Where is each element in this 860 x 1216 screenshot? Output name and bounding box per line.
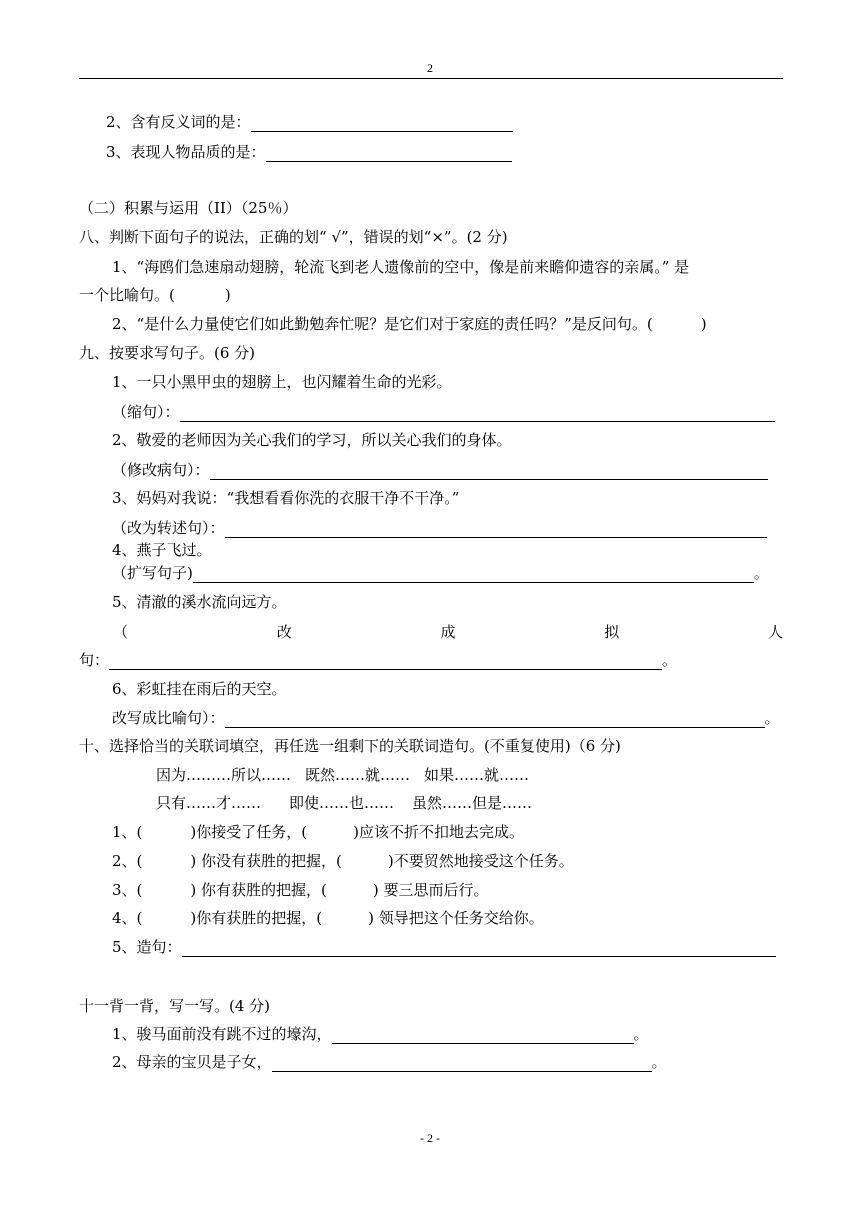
q10-options-row-2 [156, 793, 532, 813]
page-number-header: 2 [427, 61, 433, 75]
conjunction-option: 因为………所以…… [156, 766, 292, 784]
item-number: 1、( [112, 823, 143, 841]
answer-blank[interactable] [225, 522, 767, 538]
q9-s3: 3、妈妈对我说：“我想看看你洗的衣服干净不干净。” [112, 489, 460, 507]
conjunction-option: 既然……就…… [305, 766, 411, 784]
q9-s3-answer [112, 518, 767, 538]
answer-blank[interactable] [210, 464, 768, 480]
q10-title: 十、选择恰当的关联词填空，再任选一组剩下的关联词造句。(不重复使用)（6 分) [79, 737, 621, 755]
item-text: ) 你没有获胜的把握，( [190, 852, 342, 870]
q10-item-3 [112, 880, 489, 900]
answer-blank[interactable] [332, 1028, 634, 1044]
s5-char: 拟 [604, 623, 620, 641]
section-2-title: （二）积累与运用（II）（25％） [79, 199, 298, 217]
q9-s3-label: （改为转述句）： [112, 519, 225, 537]
period: 。 [633, 1025, 649, 1043]
q10-item-5 [112, 937, 776, 957]
item-text: 2、母亲的宝贝是子女， [112, 1053, 272, 1071]
q8-item1-line2 [79, 285, 231, 305]
top-item-2-text: 2、含有反义词的是： [106, 113, 251, 131]
item-text: )你有获胜的把握，( [190, 909, 323, 927]
page-number-footer: - 2 - [420, 1131, 440, 1145]
q11-item-1 [112, 1024, 649, 1044]
q9-s1-answer [112, 402, 775, 422]
q9-s4-label: （扩写句子) [112, 564, 193, 582]
q9-s4-answer [112, 563, 769, 583]
item-text: 1、骏马面前没有跳不过的壕沟， [112, 1025, 332, 1043]
q8-item1-text: 一个比喻句。( [79, 286, 175, 304]
q9-title: 九、按要求写句子。(6 分) [79, 344, 256, 362]
q9-s2-label: （修改病句）： [112, 461, 210, 479]
q10-options-row-1 [156, 765, 529, 785]
item-number: 2、( [112, 852, 143, 870]
q10-item-1 [112, 822, 524, 842]
top-item-3-text: 3、表现人物品质的是： [106, 143, 266, 161]
answer-blank[interactable] [180, 406, 775, 422]
q10-item-2 [112, 851, 574, 871]
paren-close: ) [700, 315, 707, 333]
q9-s6-label: 改写成比喻句）： [112, 709, 225, 727]
s5-char: 成 [440, 623, 456, 641]
answer-blank[interactable] [225, 712, 765, 728]
conjunction-option: 如果……就…… [424, 766, 530, 784]
conjunction-option: 虽然……但是…… [412, 794, 533, 812]
item-number: 3、( [112, 881, 143, 899]
period: 。 [753, 564, 769, 582]
period: 。 [651, 1053, 667, 1071]
period: 。 [662, 651, 678, 669]
s5-char: 改 [276, 623, 292, 641]
top-item-3 [106, 142, 512, 162]
answer-blank[interactable] [266, 146, 512, 162]
q9-s1-label: （缩句）： [112, 403, 180, 421]
q9-s6: 6、彩虹挂在雨后的天空。 [112, 680, 287, 698]
q8-item2 [112, 314, 707, 334]
answer-blank[interactable] [109, 654, 662, 670]
q11-item-2 [112, 1052, 667, 1072]
q10-item-4 [112, 908, 544, 928]
item-text: ) 你有获胜的把握，( [190, 881, 327, 899]
item-text: ) 要三思而后行。 [372, 881, 489, 899]
answer-blank[interactable] [182, 941, 776, 957]
q9-s5-label-line [113, 622, 783, 642]
conjunction-option: 即使……也…… [289, 794, 395, 812]
s5-char: （ [113, 623, 129, 641]
q9-s5-answer [79, 650, 677, 670]
q9-s1: 1、一只小黑甲虫的翅膀上，也闪耀着生命的光彩。 [112, 373, 452, 391]
q11-title: 十一背一背，写一写。(4 分) [79, 997, 271, 1015]
period: 。 [764, 709, 780, 727]
top-item-2 [106, 112, 513, 132]
q8-title: 八、判断下面句子的说法，正确的划“ √”，错误的划“×”。(2 分) [79, 228, 508, 246]
q9-s5-label2: 句： [79, 651, 110, 669]
s5-char: 人 [767, 623, 783, 641]
item-label: 5、造句： [112, 938, 182, 956]
paren-close: ) [224, 286, 231, 304]
item-text: )你接受了任务，( [190, 823, 308, 841]
answer-blank[interactable] [272, 1056, 652, 1072]
q9-s6-answer [112, 708, 780, 728]
header-rule [79, 78, 783, 79]
q9-s2: 2、敬爱的老师因为关心我们的学习，所以关心我们的身体。 [112, 431, 512, 449]
answer-blank[interactable] [251, 116, 513, 132]
item-text: )不要贸然地接受这个任务。 [387, 852, 574, 870]
q9-s4: 4、燕子飞过。 [112, 541, 212, 559]
item-text: )应该不折不扣地去完成。 [353, 823, 524, 841]
q8-item1-line1: 1、“海鸥们急速扇动翅膀，轮流飞到老人遗像前的空中，像是前来瞻仰遗容的亲属。” 是 [112, 258, 690, 276]
answer-blank[interactable] [193, 567, 754, 583]
q8-item2-text: 2、“是什么力量使它们如此勤勉奔忙呢？是它们对于家庭的责任吗？”是反问句。( [112, 315, 653, 333]
item-text: ) 领导把这个任务交给你。 [368, 909, 544, 927]
q9-s2-answer [112, 460, 768, 480]
item-number: 4、( [112, 909, 143, 927]
conjunction-option: 只有……才…… [156, 794, 262, 812]
q9-s5: 5、清澈的溪水流向远方。 [112, 593, 287, 611]
